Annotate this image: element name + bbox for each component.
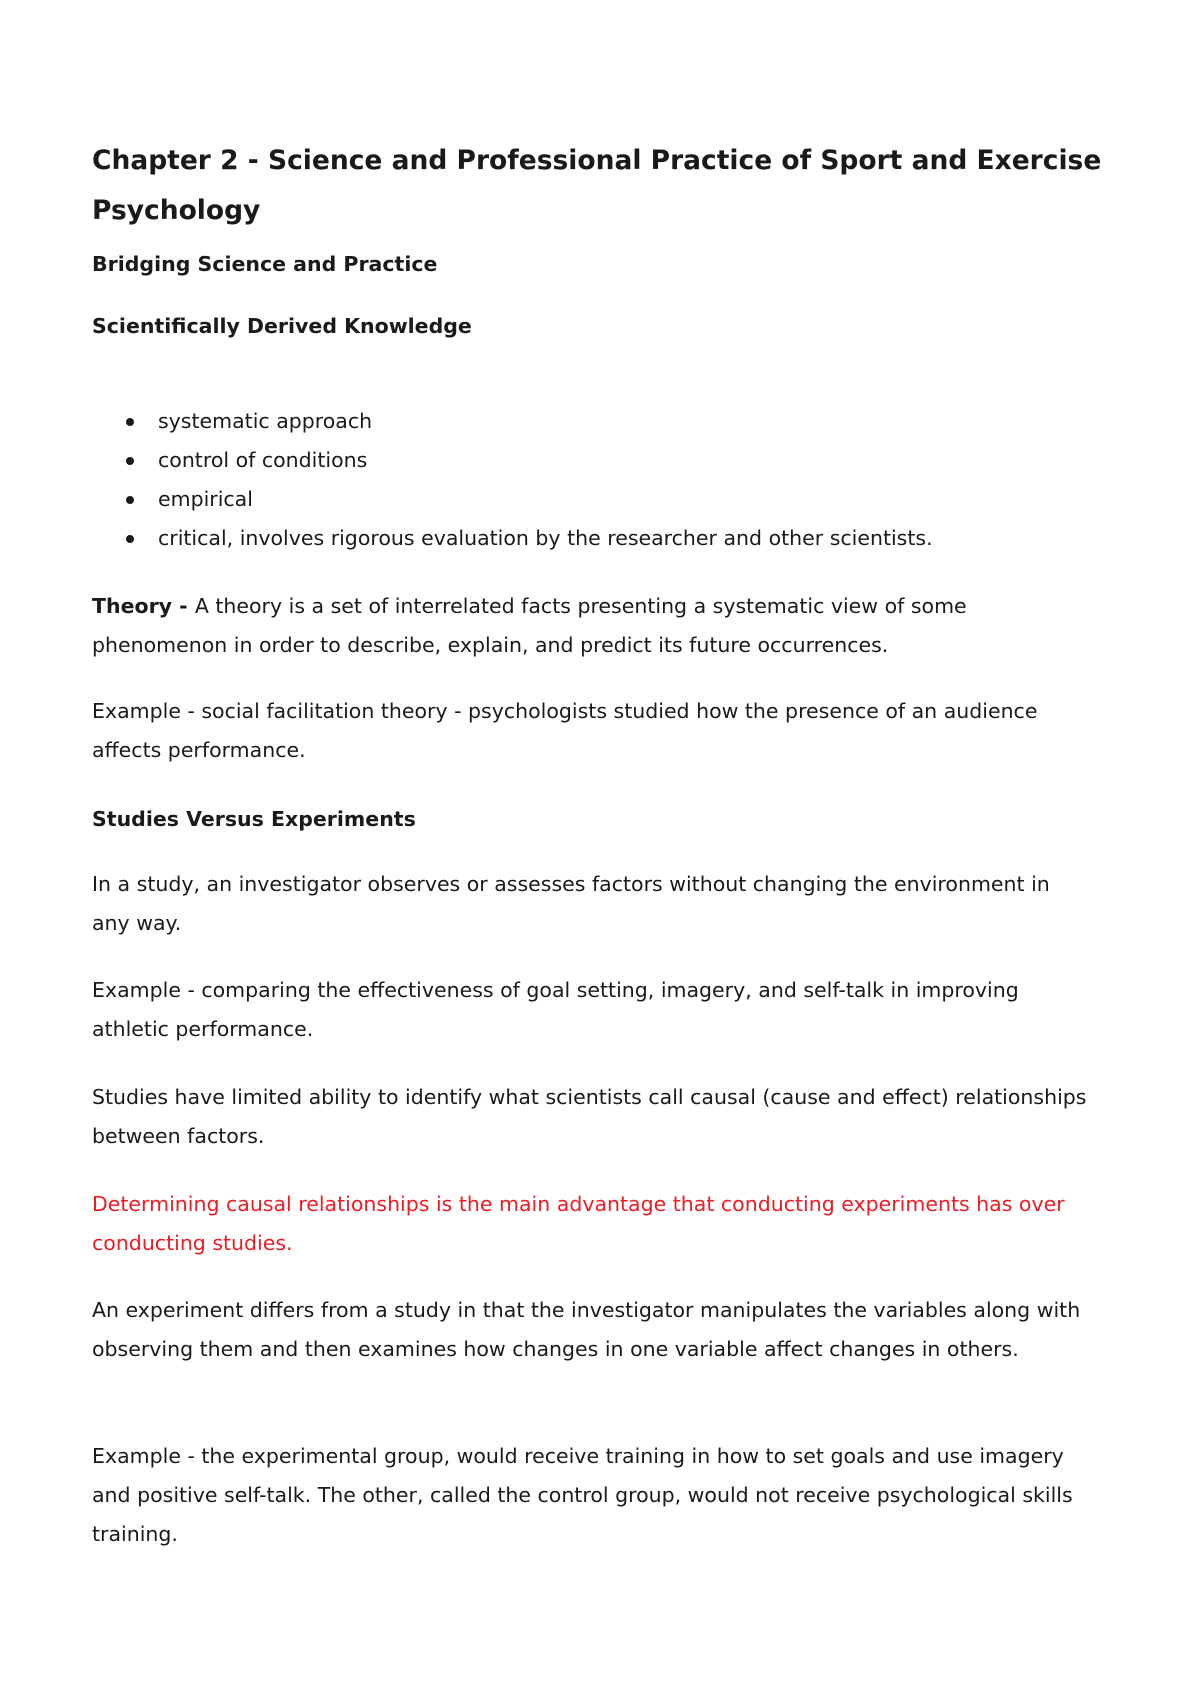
knowledge-list	[92, 402, 933, 558]
list-item	[92, 480, 933, 519]
bullet-icon	[126, 418, 134, 426]
list-item-text: critical, involves rigorous evaluation by the researcher and other scientists.	[158, 526, 933, 550]
studies-heading: Studies Versus Experiments	[92, 807, 416, 831]
bullet-icon	[126, 457, 134, 465]
theory-term: Theory -	[92, 594, 195, 618]
list-item-text: control of conditions	[158, 448, 368, 472]
theory-paragraph	[92, 587, 1092, 665]
experiment-definition: An experiment differs from a study in that the investigator manipulates the variables along with observing them and then examines how changes in one variable affect changes in others.	[92, 1298, 1081, 1361]
bullet-icon	[126, 535, 134, 543]
study-example: Example - comparing the effectiveness of goal setting, imagery, and self-talk in improving athletic performance.	[92, 978, 1019, 1041]
study-definition: In a study, an investigator observes or assesses factors without changing the environment in any way.	[92, 872, 1050, 935]
list-item-text: empirical	[158, 487, 253, 511]
list-item	[92, 402, 933, 441]
list-item	[92, 519, 933, 558]
knowledge-heading: Scientifically Derived Knowledge	[92, 314, 472, 338]
study-limitation: Studies have limited ability to identify what scientists call causal (cause and effect) relationships between factors.	[92, 1085, 1087, 1148]
list-item	[92, 441, 933, 480]
theory-definition: A theory is a set of interrelated facts presenting a systematic view of some phenomenon in order to describe, explain, and predict its future occurrences.	[92, 594, 967, 657]
document-title: Chapter 2 - Science and Professional Practice of Sport and Exercise Psychology	[92, 145, 1102, 226]
section-heading: Bridging Science and Practice	[92, 252, 438, 276]
bullet-icon	[126, 496, 134, 504]
experiment-example: Example - the experimental group, would receive training in how to set goals and use imagery and positive self-talk. The other, called the control group, would not receive psychological skills training.	[92, 1444, 1073, 1546]
highlight-statement: Determining causal relationships is the main advantage that conducting experiments has over conducting studies.	[92, 1192, 1065, 1255]
list-item-text: systematic approach	[158, 409, 373, 433]
theory-example: Example - social facilitation theory - psychologists studied how the presence of an audience affects performance.	[92, 699, 1038, 762]
